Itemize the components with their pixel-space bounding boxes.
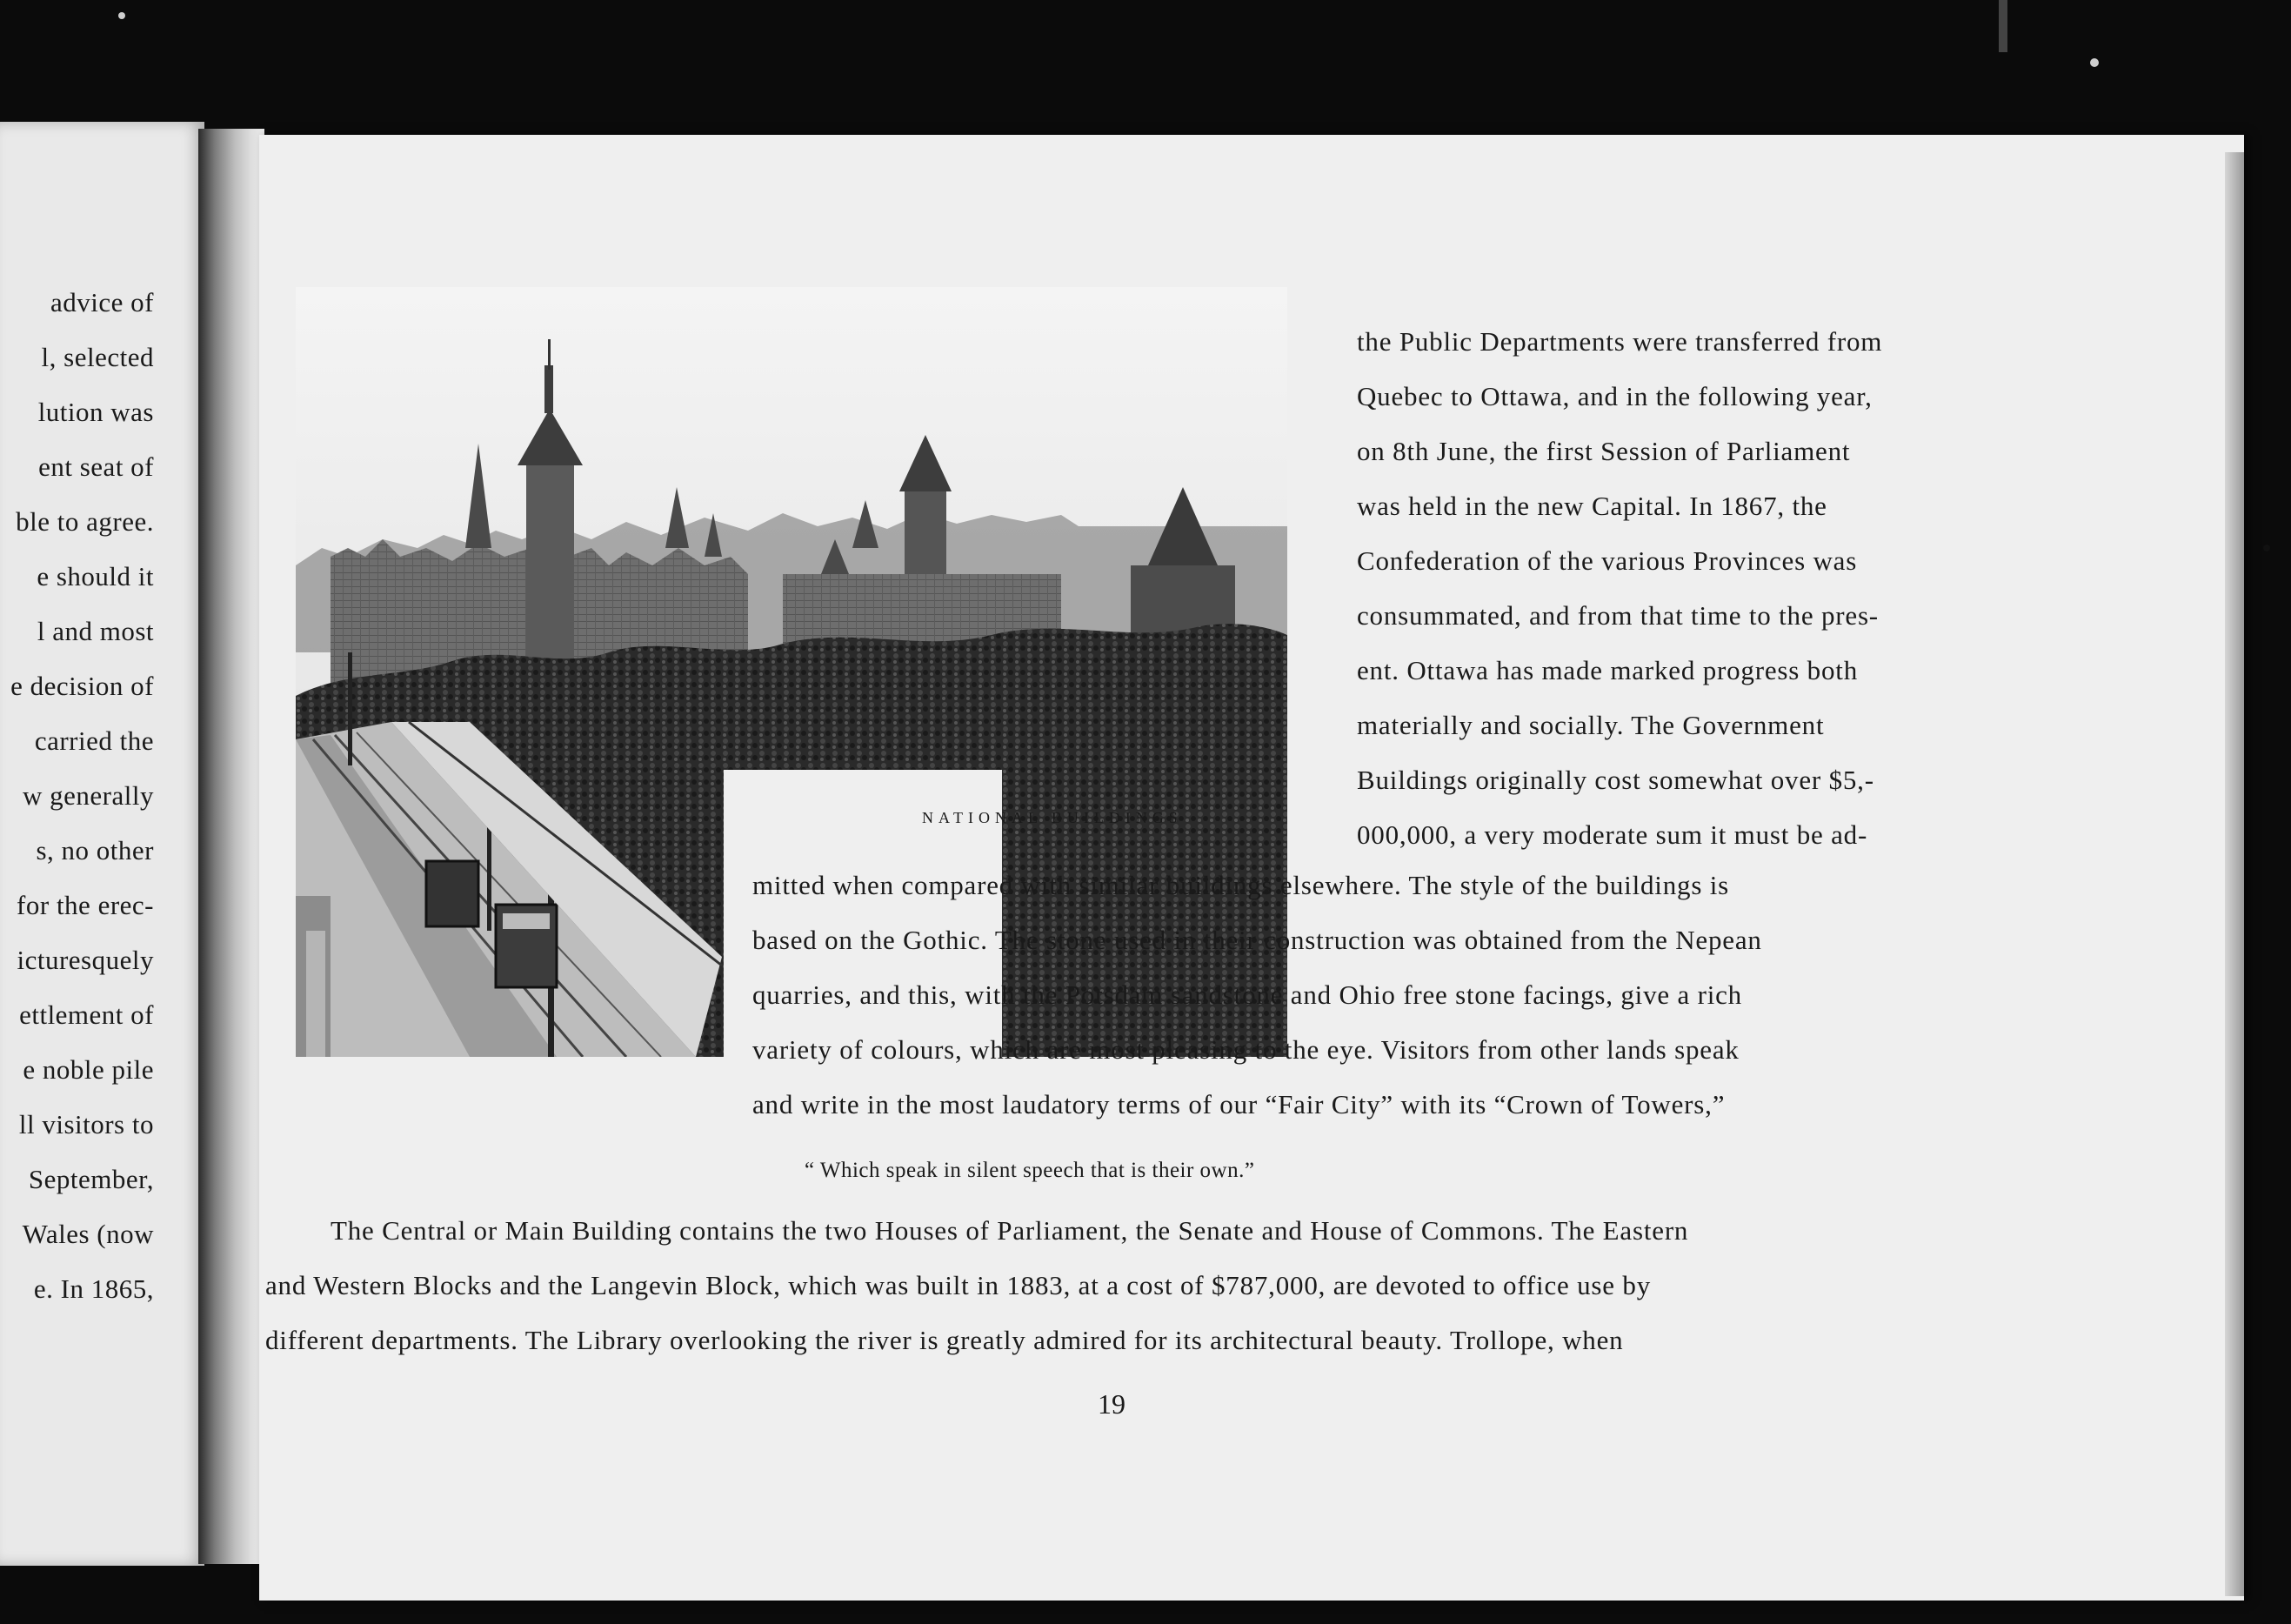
book-gutter [198, 129, 264, 1564]
left-page-line: for the erec- [17, 890, 154, 920]
left-page-line: ent seat of [38, 451, 154, 482]
right-column-line: Buildings originally cost somewhat over $5,- [1357, 765, 1874, 795]
left-page-line: l, selected [41, 342, 154, 372]
paragraph-line: and write in the most laudatory terms of our “Fair City” with its “Crown of Towers,” [752, 1089, 1726, 1119]
left-page-line: e. In 1865, [33, 1273, 154, 1304]
left-page-line: ettlement of [19, 999, 154, 1030]
left-page-line: lution was [37, 397, 154, 427]
page-number: 19 [1098, 1388, 1125, 1420]
right-column-line: was held in the new Capital. In 1867, the [1357, 491, 1827, 521]
paragraph-line: based on the Gothic. The stone used in their construction was obtained from the Nepean [752, 925, 1762, 955]
left-page-line: s, no other [36, 835, 154, 865]
left-page-line: carried the [34, 725, 154, 756]
paragraph-line: variety of colours, which are most pleasing to the eye. Visitors from other lands speak [752, 1034, 1740, 1065]
photo-caption: NATIONAL BUILDINGS [922, 809, 1183, 826]
left-page [0, 122, 204, 1566]
paragraph-line: and Western Blocks and the Langevin Block, which was built in 1883, at a cost of $787,000, are devoted to office use by [265, 1270, 1651, 1300]
left-page-line: advice of [50, 287, 154, 317]
right-column-line: 000,000, a very moderate sum it must be ad- [1357, 819, 1868, 850]
verse-quote: “ Which speak in silent speech that is their own.” [805, 1159, 1255, 1182]
left-page-line: e noble pile [23, 1054, 154, 1085]
left-page-line: September, [28, 1164, 154, 1194]
paragraph-line: different departments. The Library overlooking the river is greatly admired for its architectural beauty. Trollope, when [265, 1325, 1624, 1355]
right-column-line: on 8th June, the first Session of Parliament [1357, 436, 1851, 466]
left-page-line: ble to agree. [16, 506, 154, 537]
paragraph-line: mitted when compared with similar buildings elsewhere. The style of the buildings is [752, 870, 1730, 900]
left-page-line: icturesquely [17, 945, 154, 975]
left-page-line: Wales (now [22, 1219, 154, 1249]
left-page-line: e decision of [10, 671, 154, 701]
left-page-line: e should it [37, 561, 154, 591]
left-page-line: w generally [23, 780, 154, 811]
left-page-line: ll visitors to [18, 1109, 154, 1139]
page-edge [2225, 152, 2244, 1596]
right-column-line: Confederation of the various Provinces was [1357, 545, 1858, 576]
right-column-line: consummated, and from that time to the pres- [1357, 600, 1879, 631]
right-column-line: the Public Departments were transferred from [1357, 326, 1883, 357]
paragraph-line: quarries, and this, with the Potsdam sandstone and Ohio free stone facings, give a rich [752, 979, 1742, 1010]
paragraph-line: The Central or Main Building contains the two Houses of Parliament, the Senate and House of Commons. The Eastern [331, 1215, 1689, 1246]
right-column-line: Quebec to Ottawa, and in the following year, [1357, 381, 1873, 411]
left-page-line: l and most [37, 616, 154, 646]
right-column-line: materially and socially. The Government [1357, 710, 1825, 740]
right-column-line: ent. Ottawa has made marked progress both [1357, 655, 1858, 685]
